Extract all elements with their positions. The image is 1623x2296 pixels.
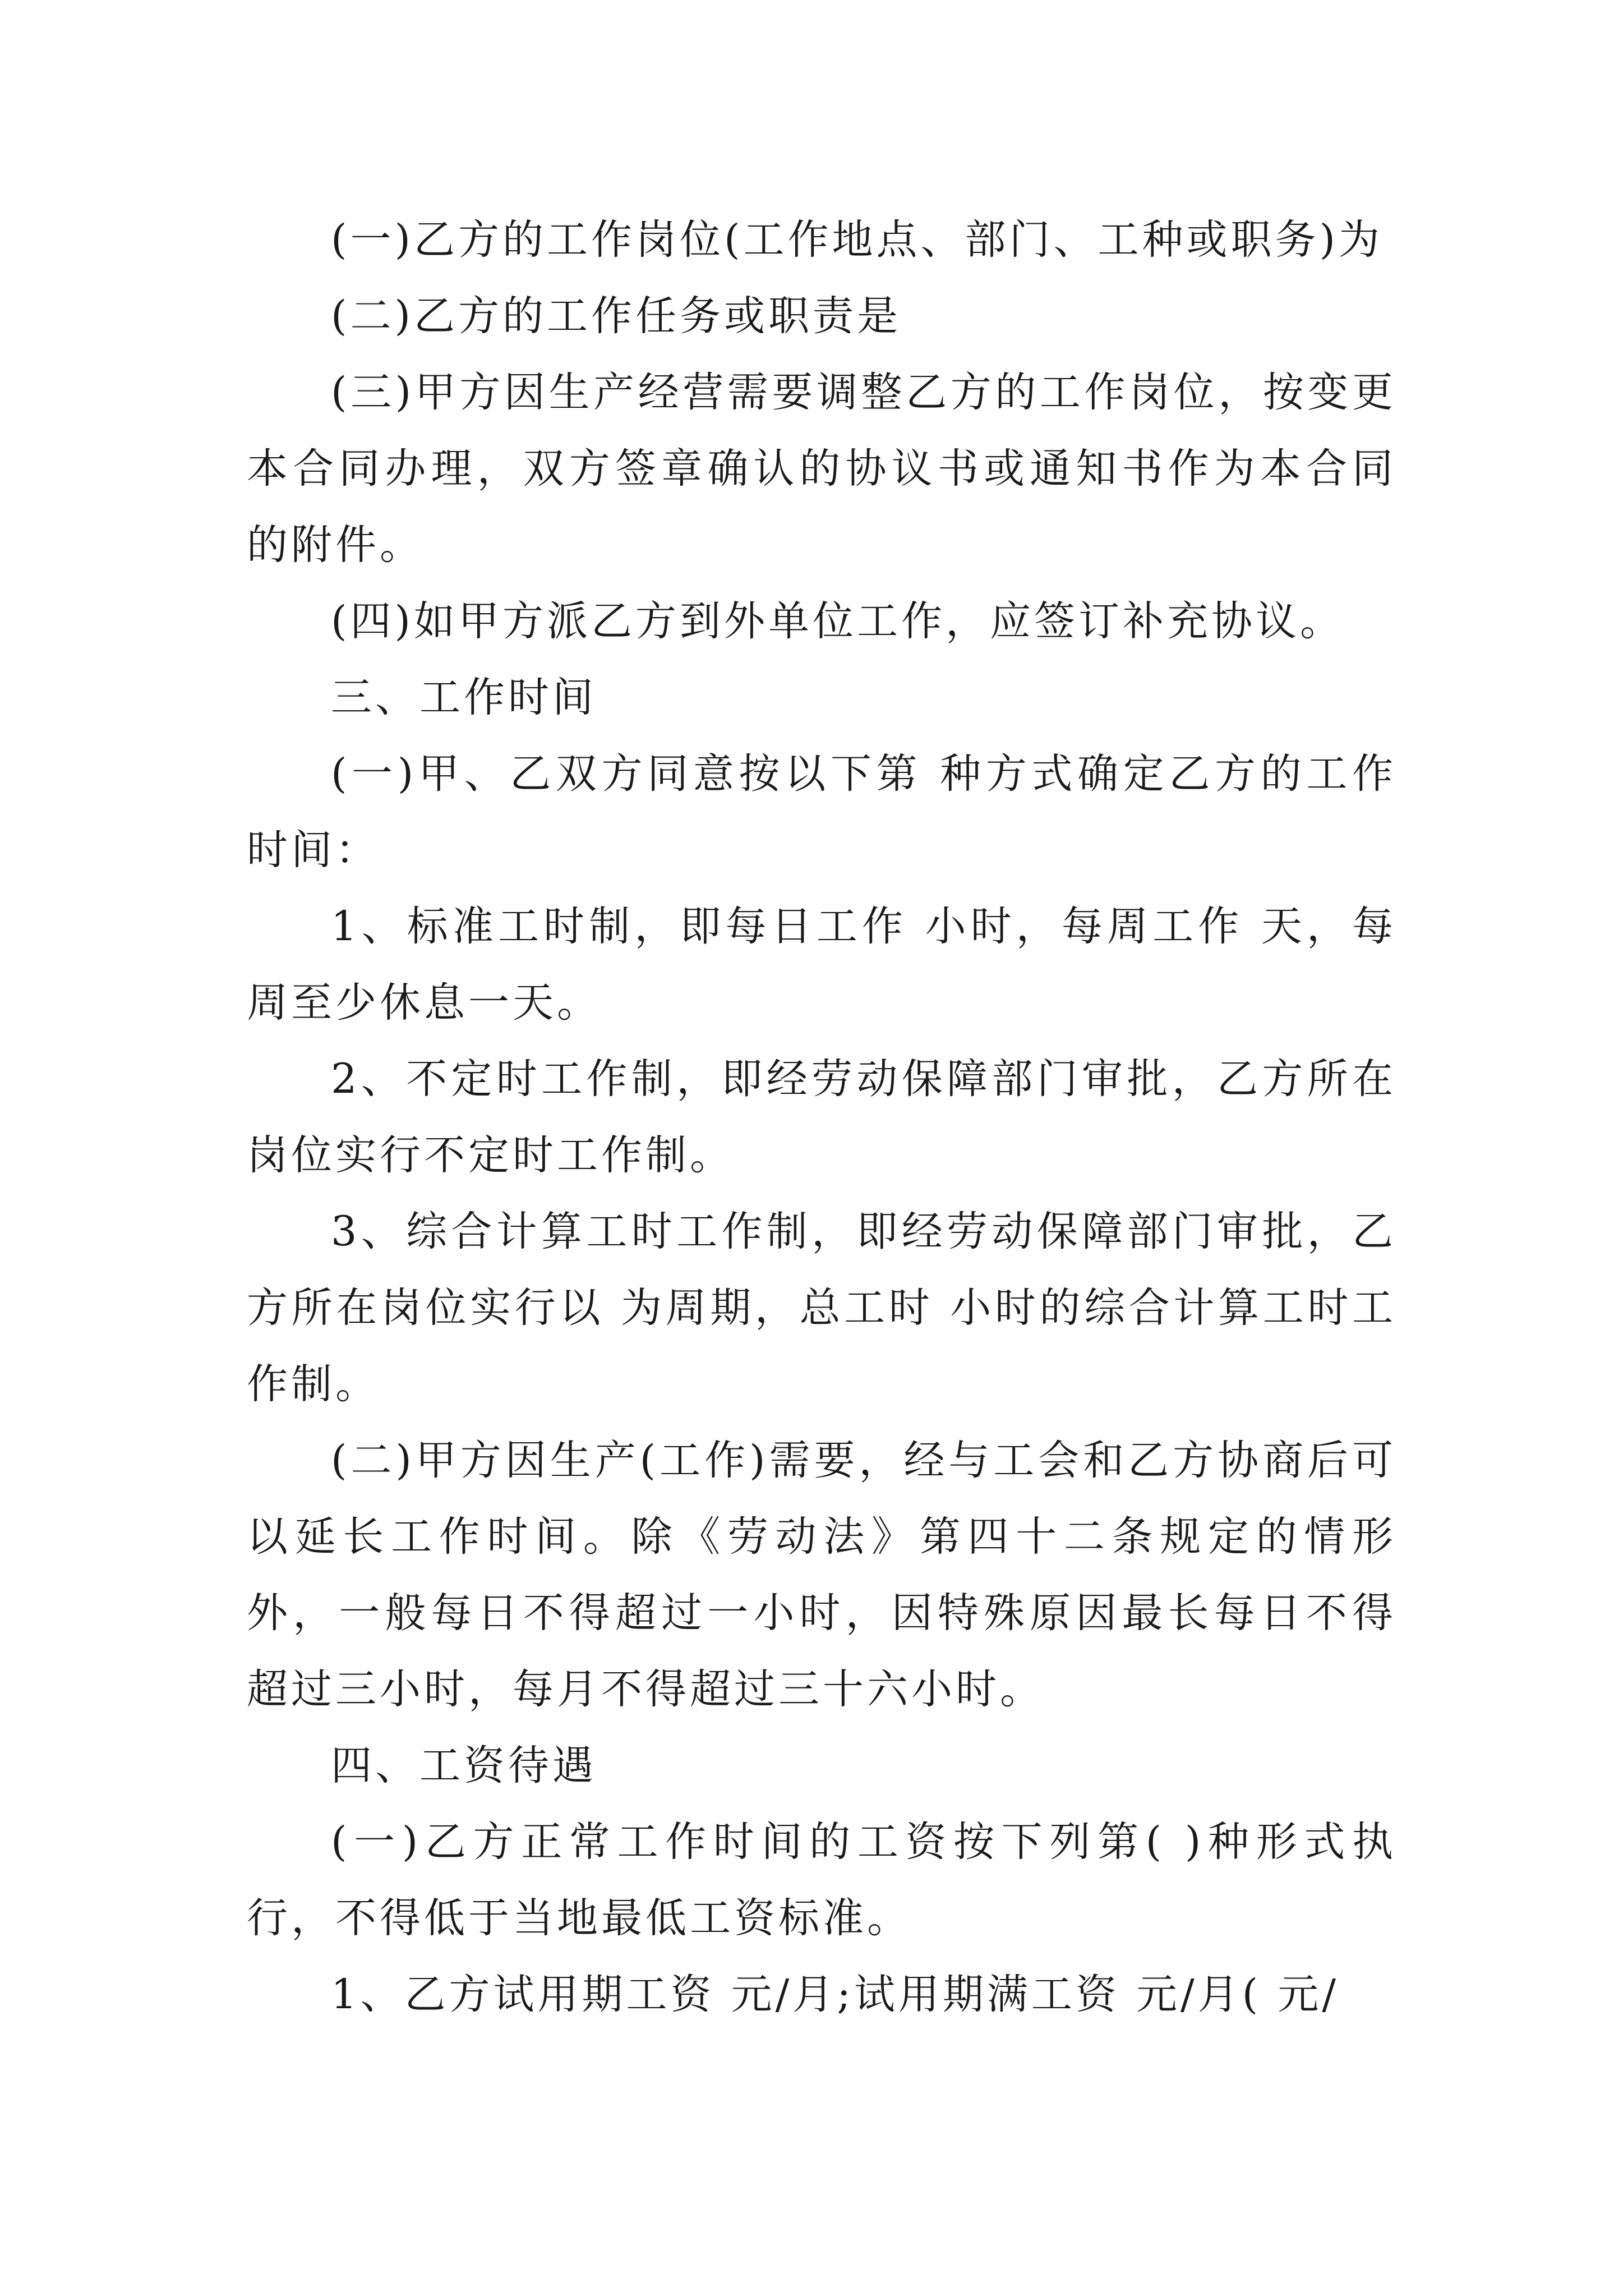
section-heading-work-time: 三、工作时间 <box>331 674 597 721</box>
paragraph-work-duty: (二)乙方的工作任务或职责是 <box>331 292 901 340</box>
paragraph-wage-form: (一)乙方正常工作时间的工资按下列第( )种形式执行，不得低于当地最低工资标准。 <box>247 1818 1396 1942</box>
paragraph-work-post: (一)乙方的工作岗位(工作地点、部门、工种或职务)为 <box>331 216 1383 264</box>
paragraph-external-assignment: (四)如甲方派乙方到外单位工作，应签订补充协议。 <box>331 597 1344 645</box>
paragraph-standard-hours: 1、标准工时制，即每日工作 小时，每周工作 天，每周至少休息一天。 <box>247 903 1396 1027</box>
paragraph-flexible-hours: 2、不定时工作制，即经劳动保障部门审批，乙方所在岗位实行不定时工作制。 <box>247 1055 1396 1179</box>
document-body <box>247 202 1396 2033</box>
paragraph-comprehensive-hours: 3、综合计算工时工作制，即经劳动保障部门审批，乙方所在岗位实行以 为周期，总工时 小时的综合计算工时工作制。 <box>247 1208 1396 1408</box>
section-heading-wages: 四、工资待遇 <box>331 1742 597 1789</box>
paragraph-post-adjustment: (三)甲方因生产经营需要调整乙方的工作岗位，按变更本合同办理，双方签章确认的协议书或通知书作为本合同的附件。 <box>247 369 1396 569</box>
paragraph-overtime: (二)甲方因生产(工作)需要，经与工会和乙方协商后可以延长工作时间。除《劳动法》第四十二条规定的情形外，一般每日不得超过一小时，因特殊原因最长每日不得超过三小时，每月不得超过三十六小时。 <box>247 1437 1396 1713</box>
paragraph-probation-wage: 1、乙方试用期工资 元/月;试用期满工资 元/月( 元/ <box>331 1971 1339 2018</box>
paragraph-work-time-mode: (一)甲、乙双方同意按以下第 种方式确定乙方的工作时间： <box>247 750 1396 874</box>
